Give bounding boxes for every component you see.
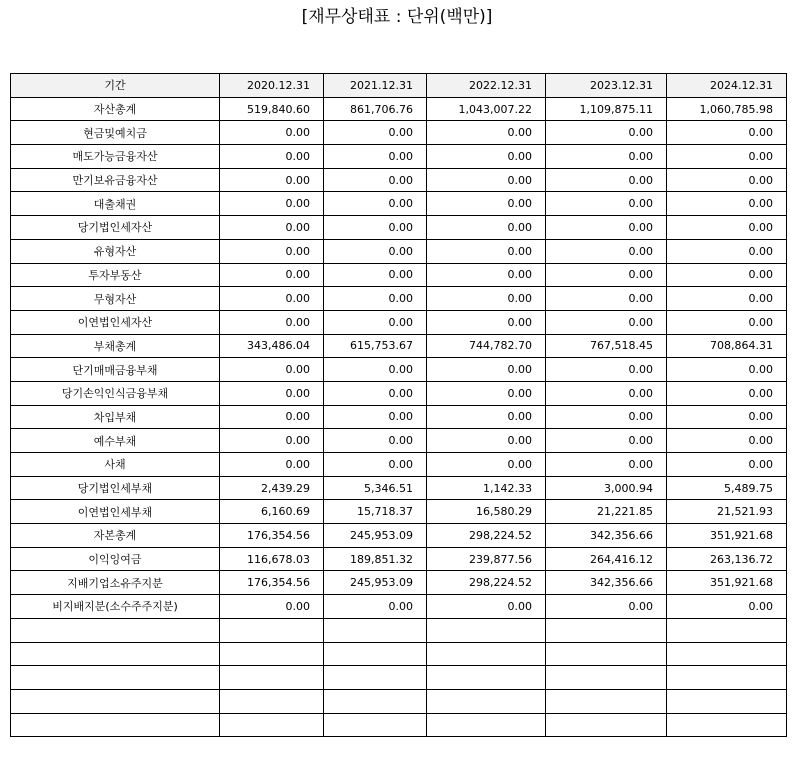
value-cell: 0.00	[667, 216, 787, 240]
value-cell: 176,354.56	[220, 571, 324, 595]
table-row	[11, 287, 787, 311]
row-label-cell: 비지배지분(소수주주지분)	[11, 595, 220, 619]
value-cell	[220, 618, 324, 642]
value-cell	[427, 713, 546, 737]
value-cell	[220, 642, 324, 666]
value-cell: 351,921.68	[667, 524, 787, 548]
value-cell: 0.00	[324, 239, 427, 263]
value-cell: 0.00	[324, 595, 427, 619]
row-label-cell: 당기손익인식금융부채	[11, 381, 220, 405]
value-cell: 615,753.67	[324, 334, 427, 358]
value-cell: 0.00	[427, 358, 546, 382]
row-label-cell	[11, 689, 220, 713]
value-cell: 0.00	[427, 287, 546, 311]
table-row	[11, 547, 787, 571]
value-cell: 0.00	[546, 145, 667, 169]
value-cell	[427, 689, 546, 713]
value-cell: 0.00	[220, 358, 324, 382]
table-row	[11, 263, 787, 287]
value-cell: 0.00	[546, 121, 667, 145]
value-cell: 767,518.45	[546, 334, 667, 358]
value-cell: 298,224.52	[427, 571, 546, 595]
value-cell: 1,043,007.22	[427, 97, 546, 121]
value-cell: 0.00	[427, 216, 546, 240]
value-cell: 0.00	[220, 216, 324, 240]
value-cell: 0.00	[546, 239, 667, 263]
value-cell: 0.00	[220, 145, 324, 169]
value-cell: 0.00	[324, 287, 427, 311]
table-row	[11, 121, 787, 145]
value-cell	[324, 713, 427, 737]
value-cell: 0.00	[324, 429, 427, 453]
value-cell: 21,521.93	[667, 500, 787, 524]
row-label-cell	[11, 713, 220, 737]
value-cell: 0.00	[324, 453, 427, 477]
value-cell: 0.00	[546, 429, 667, 453]
value-cell	[324, 642, 427, 666]
row-label-cell: 당기법인세자산	[11, 216, 220, 240]
value-cell: 0.00	[324, 216, 427, 240]
value-cell: 0.00	[220, 239, 324, 263]
table-row	[11, 192, 787, 216]
value-cell: 16,580.29	[427, 500, 546, 524]
value-cell: 0.00	[324, 310, 427, 334]
value-cell	[427, 642, 546, 666]
value-cell: 245,953.09	[324, 571, 427, 595]
row-label-cell: 이연법인세자산	[11, 310, 220, 334]
table-row	[11, 381, 787, 405]
value-cell: 0.00	[546, 287, 667, 311]
value-cell: 0.00	[667, 310, 787, 334]
value-cell: 0.00	[427, 429, 546, 453]
value-cell: 0.00	[324, 168, 427, 192]
value-cell: 0.00	[546, 192, 667, 216]
value-cell: 0.00	[220, 310, 324, 334]
value-cell: 0.00	[667, 595, 787, 619]
value-cell: 239,877.56	[427, 547, 546, 571]
value-cell: 6,160.69	[220, 500, 324, 524]
value-cell: 0.00	[220, 121, 324, 145]
value-cell	[667, 713, 787, 737]
row-label-cell: 유형자산	[11, 239, 220, 263]
row-label-cell: 대출채권	[11, 192, 220, 216]
value-cell: 0.00	[220, 595, 324, 619]
value-cell: 0.00	[427, 145, 546, 169]
value-cell: 0.00	[546, 310, 667, 334]
value-cell: 0.00	[667, 358, 787, 382]
value-cell: 0.00	[427, 405, 546, 429]
value-cell: 0.00	[324, 121, 427, 145]
row-label-cell: 당기법인세부채	[11, 476, 220, 500]
value-cell: 0.00	[220, 168, 324, 192]
header-period-cell: 2022.12.31	[427, 74, 546, 98]
value-cell: 708,864.31	[667, 334, 787, 358]
table-row	[11, 618, 787, 642]
value-cell: 0.00	[427, 121, 546, 145]
value-cell: 15,718.37	[324, 500, 427, 524]
value-cell: 264,416.12	[546, 547, 667, 571]
row-label-cell	[11, 666, 220, 690]
value-cell: 0.00	[667, 453, 787, 477]
value-cell: 0.00	[220, 453, 324, 477]
value-cell: 0.00	[220, 381, 324, 405]
table-row	[11, 476, 787, 500]
value-cell: 298,224.52	[427, 524, 546, 548]
value-cell: 0.00	[667, 381, 787, 405]
value-cell: 0.00	[667, 429, 787, 453]
value-cell: 0.00	[667, 239, 787, 263]
value-cell: 0.00	[546, 168, 667, 192]
value-cell: 0.00	[667, 168, 787, 192]
value-cell: 0.00	[427, 595, 546, 619]
value-cell: 351,921.68	[667, 571, 787, 595]
row-label-cell: 단기매매금융부채	[11, 358, 220, 382]
header-period-cell: 2024.12.31	[667, 74, 787, 98]
table-row	[11, 595, 787, 619]
value-cell: 0.00	[667, 145, 787, 169]
value-cell: 0.00	[427, 453, 546, 477]
value-cell: 189,851.32	[324, 547, 427, 571]
value-cell: 263,136.72	[667, 547, 787, 571]
table-body	[11, 74, 787, 737]
row-label-cell: 지배기업소유주지분	[11, 571, 220, 595]
value-cell: 0.00	[667, 287, 787, 311]
table-row	[11, 239, 787, 263]
header-period-cell: 2020.12.31	[220, 74, 324, 98]
table-row	[11, 334, 787, 358]
value-cell: 0.00	[546, 405, 667, 429]
row-label-cell	[11, 642, 220, 666]
row-label-cell: 자산총계	[11, 97, 220, 121]
value-cell: 0.00	[324, 263, 427, 287]
value-cell: 2,439.29	[220, 476, 324, 500]
value-cell: 0.00	[220, 405, 324, 429]
value-cell	[546, 689, 667, 713]
value-cell	[667, 689, 787, 713]
value-cell: 1,109,875.11	[546, 97, 667, 121]
value-cell: 0.00	[427, 192, 546, 216]
row-label-cell: 이익잉여금	[11, 547, 220, 571]
value-cell: 1,142.33	[427, 476, 546, 500]
row-label-cell: 예수부채	[11, 429, 220, 453]
value-cell	[324, 689, 427, 713]
value-cell	[220, 666, 324, 690]
row-label-cell: 투자부동산	[11, 263, 220, 287]
value-cell: 861,706.76	[324, 97, 427, 121]
value-cell	[546, 713, 667, 737]
value-cell: 519,840.60	[220, 97, 324, 121]
table-row	[11, 453, 787, 477]
row-label-cell: 무형자산	[11, 287, 220, 311]
value-cell	[324, 666, 427, 690]
value-cell: 0.00	[546, 595, 667, 619]
value-cell	[667, 618, 787, 642]
value-cell: 21,221.85	[546, 500, 667, 524]
value-cell: 5,489.75	[667, 476, 787, 500]
table-row	[11, 216, 787, 240]
value-cell: 0.00	[667, 192, 787, 216]
table-row	[11, 689, 787, 713]
value-cell	[324, 618, 427, 642]
table-row	[11, 524, 787, 548]
value-cell: 1,060,785.98	[667, 97, 787, 121]
header-period-cell: 2021.12.31	[324, 74, 427, 98]
table-row	[11, 571, 787, 595]
table-row	[11, 145, 787, 169]
value-cell: 0.00	[546, 381, 667, 405]
table-row	[11, 405, 787, 429]
row-label-cell: 부채총계	[11, 334, 220, 358]
value-cell: 176,354.56	[220, 524, 324, 548]
value-cell: 245,953.09	[324, 524, 427, 548]
value-cell	[220, 689, 324, 713]
table-row	[11, 310, 787, 334]
row-label-cell: 매도가능금융자산	[11, 145, 220, 169]
row-label-cell: 현금및예치금	[11, 121, 220, 145]
value-cell: 0.00	[324, 358, 427, 382]
value-cell: 0.00	[220, 287, 324, 311]
value-cell: 0.00	[546, 263, 667, 287]
value-cell: 0.00	[324, 381, 427, 405]
value-cell: 0.00	[220, 263, 324, 287]
balance-sheet-table	[10, 73, 787, 737]
row-label-cell	[11, 618, 220, 642]
value-cell	[546, 642, 667, 666]
header-period-cell: 2023.12.31	[546, 74, 667, 98]
table-row	[11, 429, 787, 453]
value-cell: 5,346.51	[324, 476, 427, 500]
value-cell: 0.00	[546, 216, 667, 240]
value-cell: 0.00	[546, 358, 667, 382]
table-row	[11, 500, 787, 524]
table-row	[11, 713, 787, 737]
value-cell	[427, 666, 546, 690]
table-row	[11, 666, 787, 690]
value-cell: 0.00	[546, 453, 667, 477]
value-cell	[546, 618, 667, 642]
value-cell: 0.00	[667, 263, 787, 287]
value-cell: 0.00	[667, 121, 787, 145]
value-cell: 0.00	[220, 192, 324, 216]
value-cell: 0.00	[427, 168, 546, 192]
value-cell: 0.00	[220, 429, 324, 453]
value-cell	[546, 666, 667, 690]
row-label-cell: 만기보유금융자산	[11, 168, 220, 192]
header-corner-cell: 기간	[11, 74, 220, 98]
value-cell: 342,356.66	[546, 524, 667, 548]
header-row	[11, 74, 787, 98]
value-cell: 0.00	[324, 145, 427, 169]
value-cell	[667, 642, 787, 666]
value-cell: 3,000.94	[546, 476, 667, 500]
table-row	[11, 642, 787, 666]
value-cell: 744,782.70	[427, 334, 546, 358]
value-cell	[667, 666, 787, 690]
table-row	[11, 168, 787, 192]
value-cell: 342,356.66	[546, 571, 667, 595]
row-label-cell: 사채	[11, 453, 220, 477]
page-title: [재무상태표 : 단위(백만)]	[301, 7, 493, 27]
table-row	[11, 358, 787, 382]
value-cell	[220, 713, 324, 737]
row-label-cell: 자본총계	[11, 524, 220, 548]
value-cell: 0.00	[324, 192, 427, 216]
value-cell: 116,678.03	[220, 547, 324, 571]
value-cell: 0.00	[427, 381, 546, 405]
value-cell	[427, 618, 546, 642]
value-cell: 0.00	[427, 239, 546, 263]
table-row	[11, 97, 787, 121]
value-cell: 0.00	[427, 263, 546, 287]
row-label-cell: 이연법인세부채	[11, 500, 220, 524]
value-cell: 0.00	[324, 405, 427, 429]
row-label-cell: 차입부채	[11, 405, 220, 429]
value-cell: 0.00	[427, 310, 546, 334]
value-cell: 343,486.04	[220, 334, 324, 358]
value-cell: 0.00	[667, 405, 787, 429]
